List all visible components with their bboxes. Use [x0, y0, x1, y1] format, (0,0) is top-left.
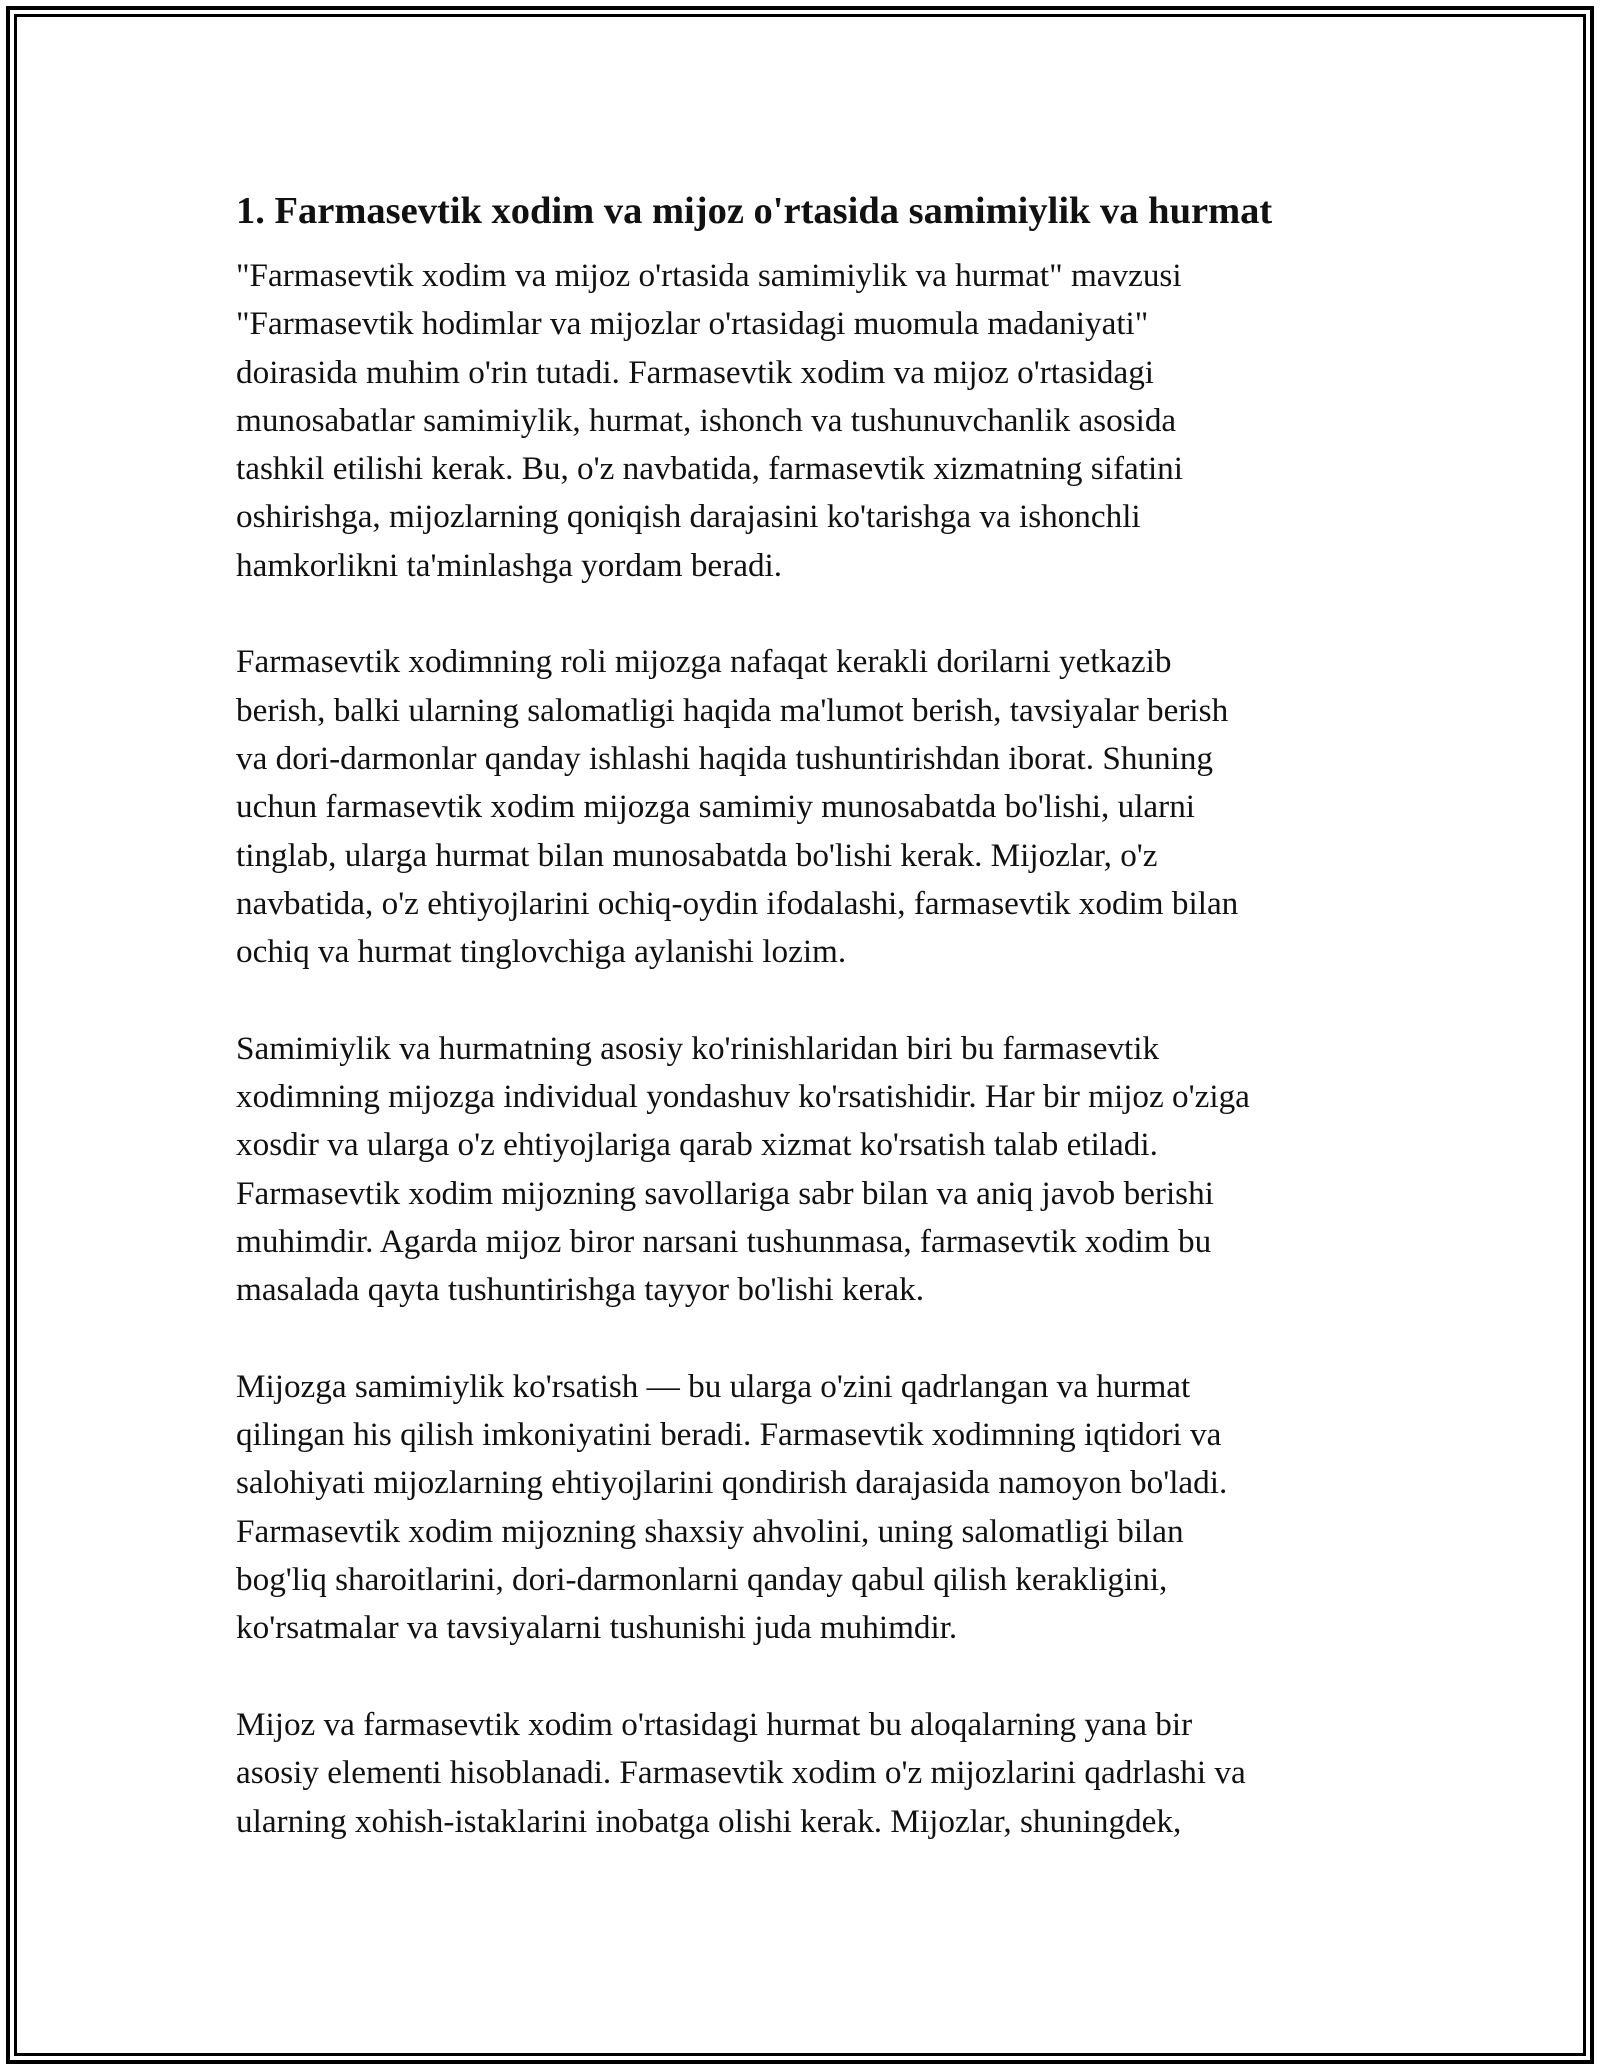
text-line: Mijozga samimiylik ko'rsatish — bu ularga o'zini qadrlangan va hurmat	[236, 1367, 1191, 1405]
text-line: uchun farmasevtik xodim mijozga samimiy munosabatda bo'lishi, ularni	[236, 788, 1196, 826]
text-line: xosdir va ularga o'z ehtiyojlariga qarab xizmat ko'rsatish talab etiladi.	[236, 1126, 1158, 1164]
text-line: salohiyati mijozlarning ehtiyojlarini qondirish darajasida namoyon bo'ladi.	[236, 1464, 1228, 1502]
text-line: Farmasevtik xodim mijozning shaxsiy ahvolini, uning salomatligi bilan	[236, 1512, 1184, 1550]
paragraph-4	[236, 1363, 1376, 1653]
text-line: tinglab, ularga hurmat bilan munosabatda bo'lishi kerak. Mijozlar, o'z	[236, 836, 1158, 874]
text-line: asosiy elementi hisoblanadi. Farmasevtik xodim o'z mijozlarini qadrlashi va	[236, 1754, 1246, 1792]
text-line: xodimning mijozga individual yondashuv ko'rsatishidir. Har bir mijoz o'ziga	[236, 1078, 1250, 1116]
text-line: "Farmasevtik hodimlar va mijozlar o'rtasidagi muomula madaniyati"	[236, 305, 1149, 343]
text-line: ko'rsatmalar va tavsiyalarni tushunishi juda muhimdir.	[236, 1609, 958, 1647]
text-line: muhimdir. Agarda mijoz biror narsani tushunmasa, farmasevtik xodim bu	[236, 1222, 1212, 1260]
text-line: berish, balki ularning salomatligi haqida ma'lumot berish, tavsiyalar berish	[236, 691, 1229, 729]
text-line: munosabatlar samimiylik, hurmat, ishonch va tushunuvchanlik asosida	[236, 401, 1177, 439]
text-line: Farmasevtik xodimning roli mijozga nafaqat kerakli dorilarni yetkazib	[236, 643, 1172, 681]
text-line: doirasida muhim o'rin tutadi. Farmasevtik xodim va mijoz o'rtasidagi	[236, 353, 1155, 391]
text-line: Farmasevtik xodim mijozning savollariga sabr bilan va aniq javob berishi	[236, 1174, 1214, 1212]
text-line: navbatida, o'z ehtiyojlarini ochiq-oydin ifodalashi, farmasevtik xodim bilan	[236, 884, 1239, 922]
paragraph-list	[236, 252, 1376, 1846]
text-line: va dori-darmonlar qanday ishlashi haqida tushuntirishdan iborat. Shuning	[236, 739, 1214, 777]
text-line: hamkorlikni ta'minlashga yordam beradi.	[236, 546, 783, 584]
section-heading: 1. Farmasevtik xodim va mijoz o'rtasida samimiylik va hurmat	[236, 190, 1273, 232]
paragraph-3	[236, 1025, 1376, 1315]
text-line: "Farmasevtik xodim va mijoz o'rtasida samimiylik va hurmat" mavzusi	[236, 257, 1182, 294]
text-line: Mijoz va farmasevtik xodim o'rtasidagi hurmat bu aloqalarning yana bir	[236, 1705, 1193, 1743]
document-body	[236, 186, 1376, 1894]
paragraph-5	[236, 1701, 1376, 1846]
text-line: ularning xohish-istaklarini inobatga olishi kerak. Mijozlar, shuningdek,	[236, 1802, 1182, 1840]
text-line: masalada qayta tushuntirishga tayyor bo'lishi kerak.	[236, 1271, 924, 1309]
paragraph-1	[236, 252, 1376, 590]
paragraph-2	[236, 638, 1376, 976]
text-line: qilingan his qilish imkoniyatini beradi. Farmasevtik xodimning iqtidori va	[236, 1416, 1222, 1454]
text-line: tashkil etilishi kerak. Bu, o'z navbatida, farmasevtik xizmatning sifatini	[236, 450, 1183, 488]
text-line: ochiq va hurmat tinglovchiga aylanishi lozim.	[236, 933, 847, 971]
text-line: oshirishga, mijozlarning qoniqish darajasini ko'tarishga va ishonchli	[236, 498, 1141, 536]
text-line: bog'liq sharoitlarini, dori-darmonlarni qanday qabul qilish kerakligini,	[236, 1561, 1168, 1599]
text-line: Samimiylik va hurmatning asosiy ko'rinishlaridan biri bu farmasevtik	[236, 1029, 1160, 1067]
